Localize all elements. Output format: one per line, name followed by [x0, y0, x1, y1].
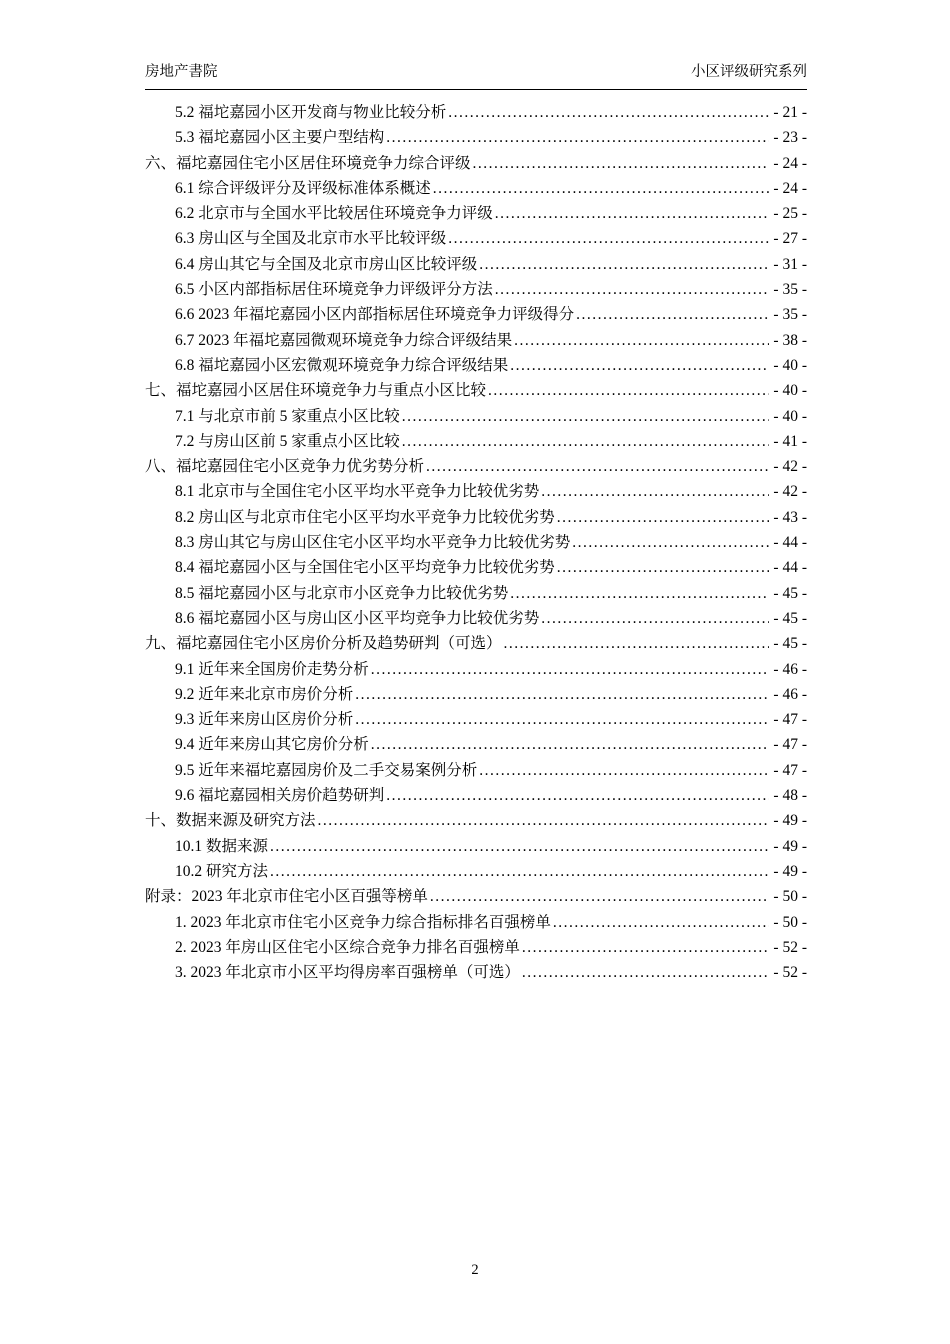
- toc-entry-page: - 42 -: [773, 483, 807, 501]
- toc-entry-label: 5.3 福坨嘉园小区主要户型结构: [175, 129, 385, 147]
- footer-page-number: 2: [471, 1262, 479, 1278]
- toc-entry-page: - 21 -: [773, 104, 807, 121]
- toc-entry[interactable]: [145, 555, 807, 580]
- toc-entry-label: 3. 2023 年北京市小区平均得房率百强榜单（可选）: [175, 964, 520, 982]
- dot-leader: [479, 762, 769, 780]
- dot-leader: [448, 104, 769, 122]
- toc-entry-page: - 44 -: [773, 534, 807, 552]
- toc-entry-label: 8.3 房山其它与房山区住宅小区平均水平竞争力比较优劣势: [175, 534, 571, 552]
- toc-entry[interactable]: [145, 378, 807, 403]
- dot-leader: [488, 382, 769, 400]
- dot-leader: [557, 509, 770, 527]
- toc-entry-page: - 44 -: [773, 559, 807, 577]
- toc-entry-label: 七、福坨嘉园小区居住环境竞争力与重点小区比较: [145, 382, 487, 400]
- toc-entry-page: - 49 -: [773, 812, 807, 830]
- toc-entry[interactable]: [145, 935, 807, 960]
- dot-leader: [448, 230, 769, 248]
- toc-entry-page: - 27 -: [773, 230, 807, 248]
- toc-entry-label: 6.8 福坨嘉园小区宏微观环境竞争力综合评级结果: [175, 356, 509, 374]
- toc-entry-page: - 47 -: [773, 761, 807, 779]
- toc-entry[interactable]: [145, 707, 807, 732]
- toc-entry-label: 9.5 近年来福坨嘉园房价及二手交易案例分析: [175, 761, 478, 779]
- dot-leader: [402, 433, 770, 451]
- toc-entry-label: 9.2 近年来北京市房价分析: [175, 685, 354, 703]
- toc-entry[interactable]: [145, 328, 807, 353]
- toc-entry-label: 8.6 福坨嘉园小区与房山区小区平均竞争力比较优劣势: [175, 609, 540, 627]
- toc-entry[interactable]: [145, 808, 807, 833]
- toc-entry-label: 6.7 2023 年福坨嘉园微观环境竞争力综合评级结果: [175, 331, 513, 349]
- dot-leader: [504, 635, 770, 653]
- toc-entry-page: - 46 -: [773, 660, 807, 678]
- dot-leader: [426, 458, 769, 476]
- dot-leader: [318, 812, 770, 830]
- toc-entry-page: - 50 -: [773, 913, 807, 931]
- toc-entry-label: 6.4 房山其它与全国及北京市房山区比较评级: [175, 255, 478, 273]
- dot-leader: [572, 534, 769, 552]
- toc-entry[interactable]: [145, 834, 807, 859]
- dot-leader: [495, 281, 770, 299]
- toc-entry-label: 八、福坨嘉园住宅小区竞争力优劣势分析: [145, 458, 425, 476]
- toc-entry[interactable]: [145, 252, 807, 277]
- toc-entry-page: - 47 -: [773, 711, 807, 729]
- toc-entry-page: - 24 -: [773, 179, 807, 197]
- dot-leader: [576, 306, 769, 324]
- toc-entry[interactable]: [145, 429, 807, 454]
- dot-leader: [510, 585, 769, 603]
- toc-entry-label: 10.1 数据来源: [175, 837, 269, 855]
- toc-entry[interactable]: [145, 151, 807, 176]
- header-left-text: 房地产書院: [145, 64, 218, 80]
- toc-entry-label: 6.2 北京市与全国水平比较居住环境竞争力评级: [175, 205, 493, 223]
- dot-leader: [557, 559, 770, 577]
- dot-leader: [433, 180, 770, 198]
- toc-entry[interactable]: [145, 884, 807, 909]
- toc-entry-label: 6.6 2023 年福坨嘉园小区内部指标居住环境竞争力评级得分: [175, 306, 575, 324]
- toc-entry-page: - 50 -: [773, 888, 807, 906]
- toc-entry-label: 6.3 房山区与全国及北京市水平比较评级: [175, 230, 447, 248]
- dot-leader: [386, 787, 769, 805]
- toc-entry-label: 9.1 近年来全国房价走势分析: [175, 660, 369, 678]
- toc-entry-page: - 42 -: [773, 458, 807, 476]
- toc-entry-page: - 35 -: [773, 306, 807, 324]
- toc-entry-label: 10.2 研究方法: [175, 862, 269, 880]
- dot-leader: [355, 686, 769, 704]
- header-right-text: 小区评级研究系列: [691, 64, 807, 80]
- toc-list: [145, 100, 807, 985]
- toc-entry-page: - 49 -: [773, 862, 807, 880]
- toc-entry-label: 6.1 综合评级评分及评级标准体系概述: [175, 179, 431, 197]
- dot-leader: [270, 863, 769, 881]
- toc-entry[interactable]: [145, 277, 807, 302]
- page-header: [145, 60, 807, 90]
- toc-entry-page: - 45 -: [773, 609, 807, 627]
- dot-leader: [522, 964, 770, 982]
- toc-entry[interactable]: [145, 732, 807, 757]
- toc-entry-page: - 49 -: [773, 837, 807, 855]
- toc-entry[interactable]: [145, 910, 807, 935]
- toc-entry[interactable]: [145, 454, 807, 479]
- toc-entry[interactable]: [145, 657, 807, 682]
- toc-entry[interactable]: [145, 530, 807, 555]
- toc-entry-label: 六、福坨嘉园住宅小区居住环境竞争力综合评级: [145, 154, 471, 172]
- toc-entry[interactable]: [145, 176, 807, 201]
- toc-entry[interactable]: [145, 505, 807, 530]
- toc-entry[interactable]: [145, 783, 807, 808]
- dot-leader: [430, 888, 770, 906]
- toc-entry-label: 7.2 与房山区前 5 家重点小区比较: [175, 432, 400, 450]
- dot-leader: [270, 838, 769, 856]
- toc-entry[interactable]: [145, 682, 807, 707]
- toc-entry-label: 8.4 福坨嘉园小区与全国住宅小区平均竞争力比较优劣势: [175, 559, 555, 577]
- dot-leader: [473, 155, 770, 173]
- dot-leader: [355, 711, 769, 729]
- dot-leader: [553, 914, 770, 932]
- toc-entry[interactable]: [145, 100, 807, 125]
- toc-entry-label: 8.1 北京市与全国住宅小区平均水平竞争力比较优劣势: [175, 483, 540, 501]
- dot-leader: [386, 129, 769, 147]
- toc-entry-label: 9.3 近年来房山区房价分析: [175, 711, 354, 729]
- toc-entry-page: - 45 -: [773, 635, 807, 653]
- toc-entry-page: - 52 -: [773, 938, 807, 956]
- toc-entry-page: - 24 -: [773, 154, 807, 172]
- toc-entry-label: 附录：2023 年北京市住宅小区百强等榜单: [145, 888, 428, 906]
- toc-entry[interactable]: [145, 302, 807, 327]
- toc-entry-label: 2. 2023 年房山区住宅小区综合竞争力排名百强榜单: [175, 938, 520, 956]
- toc-entry-label: 6.5 小区内部指标居住环境竞争力评级评分方法: [175, 281, 493, 299]
- dot-leader: [510, 357, 769, 375]
- toc-entry-page: - 38 -: [773, 331, 807, 349]
- toc-entry-page: - 35 -: [773, 281, 807, 299]
- toc-entry-page: - 40 -: [773, 407, 807, 425]
- dot-leader: [514, 332, 769, 350]
- toc-entry-page: - 43 -: [773, 508, 807, 526]
- toc-entry[interactable]: [145, 606, 807, 631]
- dot-leader: [402, 408, 770, 426]
- toc-entry-page: - 40 -: [773, 382, 807, 400]
- toc-entry-label: 8.2 房山区与北京市住宅小区平均水平竞争力比较优劣势: [175, 508, 555, 526]
- toc-entry[interactable]: [145, 479, 807, 504]
- toc-entry[interactable]: [145, 631, 807, 656]
- toc-entry[interactable]: [145, 960, 807, 985]
- toc-entry[interactable]: [145, 353, 807, 378]
- dot-leader: [371, 661, 770, 679]
- dot-leader: [371, 736, 770, 754]
- toc-entry-page: - 23 -: [773, 129, 807, 147]
- toc-entry-page: - 45 -: [773, 584, 807, 602]
- dot-leader: [479, 256, 769, 274]
- toc-entry-page: - 52 -: [773, 964, 807, 982]
- dot-leader: [522, 939, 770, 957]
- toc-entry-label: 5.2 福坨嘉园小区开发商与物业比较分析: [175, 104, 447, 121]
- toc-entry-label: 8.5 福坨嘉园小区与北京市小区竞争力比较优劣势: [175, 584, 509, 602]
- toc-entry-label: 九、福坨嘉园住宅小区房价分析及趋势研判（可选）: [145, 635, 502, 653]
- toc-entry-label: 十、数据来源及研究方法: [145, 812, 316, 830]
- toc-entry-page: - 31 -: [773, 255, 807, 273]
- toc-entry[interactable]: [145, 201, 807, 226]
- toc-entry-page: - 25 -: [773, 205, 807, 223]
- dot-leader: [541, 610, 769, 628]
- toc-entry[interactable]: [145, 404, 807, 429]
- toc-entry-label: 7.1 与北京市前 5 家重点小区比较: [175, 407, 400, 425]
- toc-entry-page: - 47 -: [773, 736, 807, 754]
- toc-entry-label: 1. 2023 年北京市住宅小区竞争力综合指标排名百强榜单: [175, 913, 551, 931]
- toc-entry-label: 9.4 近年来房山其它房价分析: [175, 736, 369, 754]
- toc-entry-page: - 41 -: [773, 432, 807, 450]
- toc-entry[interactable]: [145, 859, 807, 884]
- dot-leader: [541, 483, 769, 501]
- toc-entry[interactable]: [145, 758, 807, 783]
- dot-leader: [495, 205, 770, 223]
- toc-entry-page: - 40 -: [773, 356, 807, 374]
- toc-entry[interactable]: [145, 125, 807, 150]
- toc-entry[interactable]: [145, 581, 807, 606]
- toc-entry-label: 9.6 福坨嘉园相关房价趋势研判: [175, 787, 385, 805]
- toc-entry-page: - 48 -: [773, 787, 807, 805]
- toc-entry[interactable]: [145, 226, 807, 251]
- toc-entry-page: - 46 -: [773, 685, 807, 703]
